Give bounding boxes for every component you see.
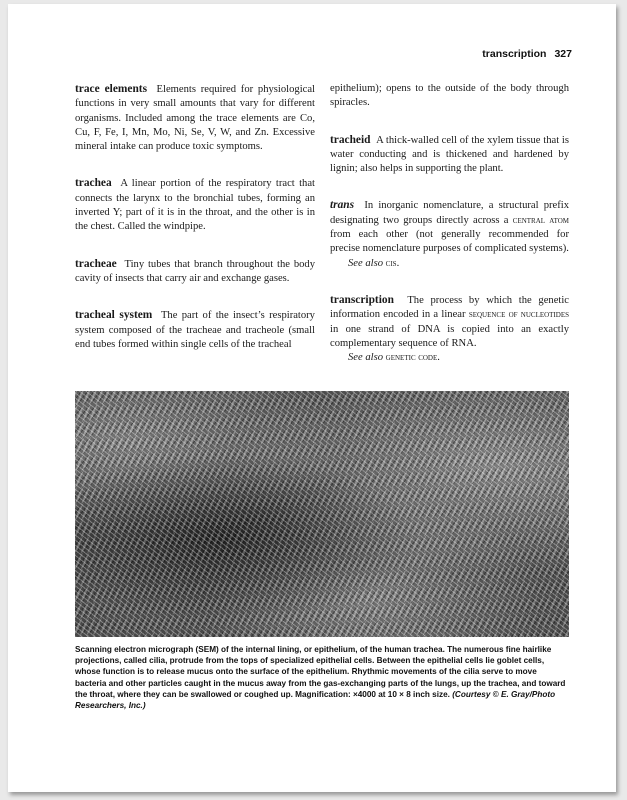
cross-reference-link[interactable]: central atom bbox=[512, 214, 569, 226]
see-also-link[interactable]: cis bbox=[385, 257, 397, 269]
entry-definition: The process by which the genetic information encoded in a linear bbox=[330, 294, 570, 321]
caption-text: Scanning electron micrograph (SEM) of the internal lining, or epithelium, of the human trachea. The numerous fine hairlike projections, called cilia, protrude from the tops of specialized epithelial cells. Between the epithelial cells lie goblet cells, whose function is to release mucus onto the surface of the epithelium. Rhythmic movements of the cilia serve to move bacteria and other particles caught in the mucus away from the gas-exchanging parts of the lungs, up the trachea, and toward the throat, where they can be swallowed or coughed up. Magnification: ×4000 at 10 × 8 inch size. bbox=[75, 645, 566, 699]
entry-definition: A linear portion of the respiratory tract that connects the larynx to the bronchial tubes, forming an inverted Y; part of it is in the throat, and the other is in the chest. Called the windpipe. bbox=[75, 178, 315, 233]
figure-caption bbox=[75, 644, 569, 711]
entry-term: trans bbox=[330, 199, 355, 212]
cross-reference-link[interactable]: sequence of nucleotides bbox=[468, 309, 570, 321]
entry-tracheae bbox=[75, 257, 315, 287]
see-also-period: . bbox=[437, 352, 440, 364]
entry-transcription bbox=[330, 293, 569, 365]
entry-tracheal-system bbox=[75, 308, 315, 352]
entry-term: tracheae bbox=[75, 257, 117, 270]
entry-term: tracheal system bbox=[75, 309, 153, 322]
entry-definition: A thick-walled cell of the xylem tissue that is water conducting and is thickened and hardened by lignin; also helps in supporting the plant. bbox=[330, 134, 569, 175]
entry-trans bbox=[330, 198, 569, 270]
entry-definition: Tiny tubes that branch throughout the body cavity of insects that carry air and exchange gases. bbox=[75, 258, 316, 284]
sem-micrograph-image bbox=[75, 391, 569, 637]
see-also-period: . bbox=[396, 257, 400, 269]
page-number: 327 bbox=[554, 48, 572, 60]
see-also-label: See also bbox=[348, 352, 384, 364]
continuation-text: epithelium); opens to the outside of the body through spiracles. bbox=[330, 83, 569, 109]
see-also-label: See also bbox=[348, 257, 384, 269]
entry-trachea bbox=[75, 176, 315, 234]
entry-definition-cont: in one strand of DNA is copied into an exactly complementary sequence of RNA. bbox=[330, 323, 569, 349]
entry-definition: Elements required for physiological functions in very small amounts that vary for different organisms. Included among the trace elements are Co, Cu, F, Fe, I, Mn, Mo, Ni, Se, V, W, and Zn. Excessive mineral intake can produce toxic symptoms. bbox=[75, 84, 315, 153]
document-page bbox=[8, 4, 616, 792]
right-column bbox=[330, 82, 569, 387]
entry-term: trace elements bbox=[75, 83, 148, 95]
see-also-link[interactable]: genetic code bbox=[385, 352, 438, 364]
running-header bbox=[482, 48, 572, 60]
left-column bbox=[75, 82, 315, 374]
entry-term: tracheid bbox=[330, 133, 371, 146]
entry-definition: In inorganic nomenclature, a structural prefix designating two groups directly across a bbox=[330, 200, 570, 226]
entry-trace-elements bbox=[75, 82, 315, 154]
caption-credit: (Courtesy © E. Gray/Photo Researchers, Inc.) bbox=[75, 689, 556, 711]
entry-definition: The part of the insect’s respiratory system composed of the tracheae and tracheole (small end tubes formed within single cells of the tracheal bbox=[75, 310, 315, 350]
header-title: transcription bbox=[482, 48, 547, 60]
entry-tracheid bbox=[330, 133, 569, 177]
entry-continuation bbox=[330, 82, 569, 111]
see-also bbox=[330, 351, 569, 365]
entry-term: transcription bbox=[330, 293, 394, 306]
see-also bbox=[330, 257, 569, 271]
entry-term: trachea bbox=[75, 177, 112, 190]
entry-definition-cont: from each other (not generally recommended for precise nomenclature purposes of complicated systems). bbox=[330, 229, 569, 255]
